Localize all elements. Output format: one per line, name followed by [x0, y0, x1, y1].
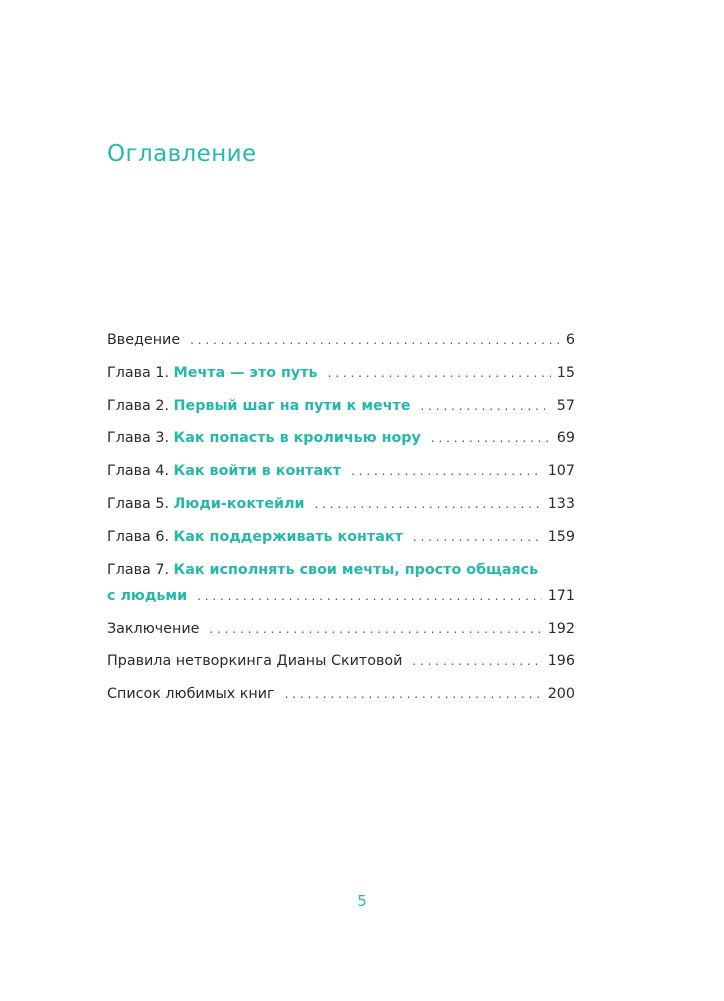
toc-page-number: 133: [547, 495, 575, 512]
toc-entry-favorite-books[interactable]: [107, 681, 575, 714]
dot-leader: [197, 583, 542, 609]
toc-chapter-label: Глава 5.: [107, 495, 169, 512]
toc-entry-chapter-3[interactable]: [107, 425, 575, 458]
toc-chapter-title: Первый шаг на пути к мечте: [173, 397, 411, 414]
toc-page-number: 69: [556, 430, 575, 447]
toc-chapter-title-continued: с людьми: [107, 587, 188, 604]
dot-leader: [190, 327, 560, 353]
page-title: Оглавление: [107, 141, 257, 167]
toc-entry-networking-rules[interactable]: [107, 648, 575, 681]
dot-leader: [412, 648, 541, 674]
toc-chapter-title: Как попасть в кроличью нору: [173, 430, 421, 447]
toc-chapter-label: Глава 4.: [107, 463, 169, 480]
toc-entry-chapter-5[interactable]: [107, 491, 575, 524]
toc-page-number: 192: [547, 620, 575, 637]
toc-entry-label: Правила нетворкинга Дианы Скитовой: [107, 653, 403, 670]
toc-entry-conclusion[interactable]: [107, 616, 575, 649]
toc-entry-chapter-4[interactable]: [107, 458, 575, 491]
toc-page-number: 200: [547, 686, 575, 703]
toc-chapter-title: Как поддерживать контакт: [173, 528, 403, 545]
toc-chapter-title: Как исполнять свои мечты, просто общаясь: [173, 561, 539, 578]
toc-entry-chapter-2[interactable]: [107, 393, 575, 426]
dot-leader: [209, 616, 541, 642]
toc-page-number: 6: [565, 332, 575, 348]
toc-entry-introduction[interactable]: [107, 327, 575, 360]
toc-entry-label: Список любимых книг: [107, 686, 275, 703]
table-of-contents: [107, 327, 575, 714]
toc-chapter-label: Глава 7.: [107, 561, 169, 578]
toc-page-number: 15: [556, 364, 575, 381]
toc-chapter-title: Люди-коктейли: [173, 495, 305, 512]
page-number: 5: [357, 892, 367, 910]
dot-leader: [421, 393, 551, 419]
dot-leader: [431, 425, 551, 451]
dot-leader: [315, 491, 542, 517]
toc-entry-chapter-6[interactable]: [107, 524, 575, 557]
dot-leader: [413, 524, 542, 550]
toc-entry-chapter-7[interactable]: [107, 557, 575, 616]
toc-page-number: 171: [547, 587, 575, 604]
toc-chapter-label: Глава 3.: [107, 430, 169, 447]
dot-leader: [285, 681, 542, 707]
toc-chapter-title: Мечта — это путь: [173, 364, 318, 381]
toc-entry-label: Заключение: [107, 620, 200, 637]
toc-chapter-label: Глава 2.: [107, 397, 169, 414]
toc-chapter-label: Глава 6.: [107, 528, 169, 545]
toc-entry-chapter-1[interactable]: [107, 360, 575, 393]
toc-page-number: 57: [556, 397, 575, 414]
toc-page-number: 196: [547, 653, 575, 670]
toc-chapter-title: Как войти в контакт: [173, 463, 342, 480]
dot-leader: [328, 360, 551, 386]
toc-page-number: 159: [547, 528, 575, 545]
toc-entry-label: Введение: [107, 332, 181, 348]
toc-chapter-label: Глава 1.: [107, 364, 169, 381]
toc-page-number: 107: [547, 463, 575, 480]
dot-leader: [351, 458, 542, 484]
